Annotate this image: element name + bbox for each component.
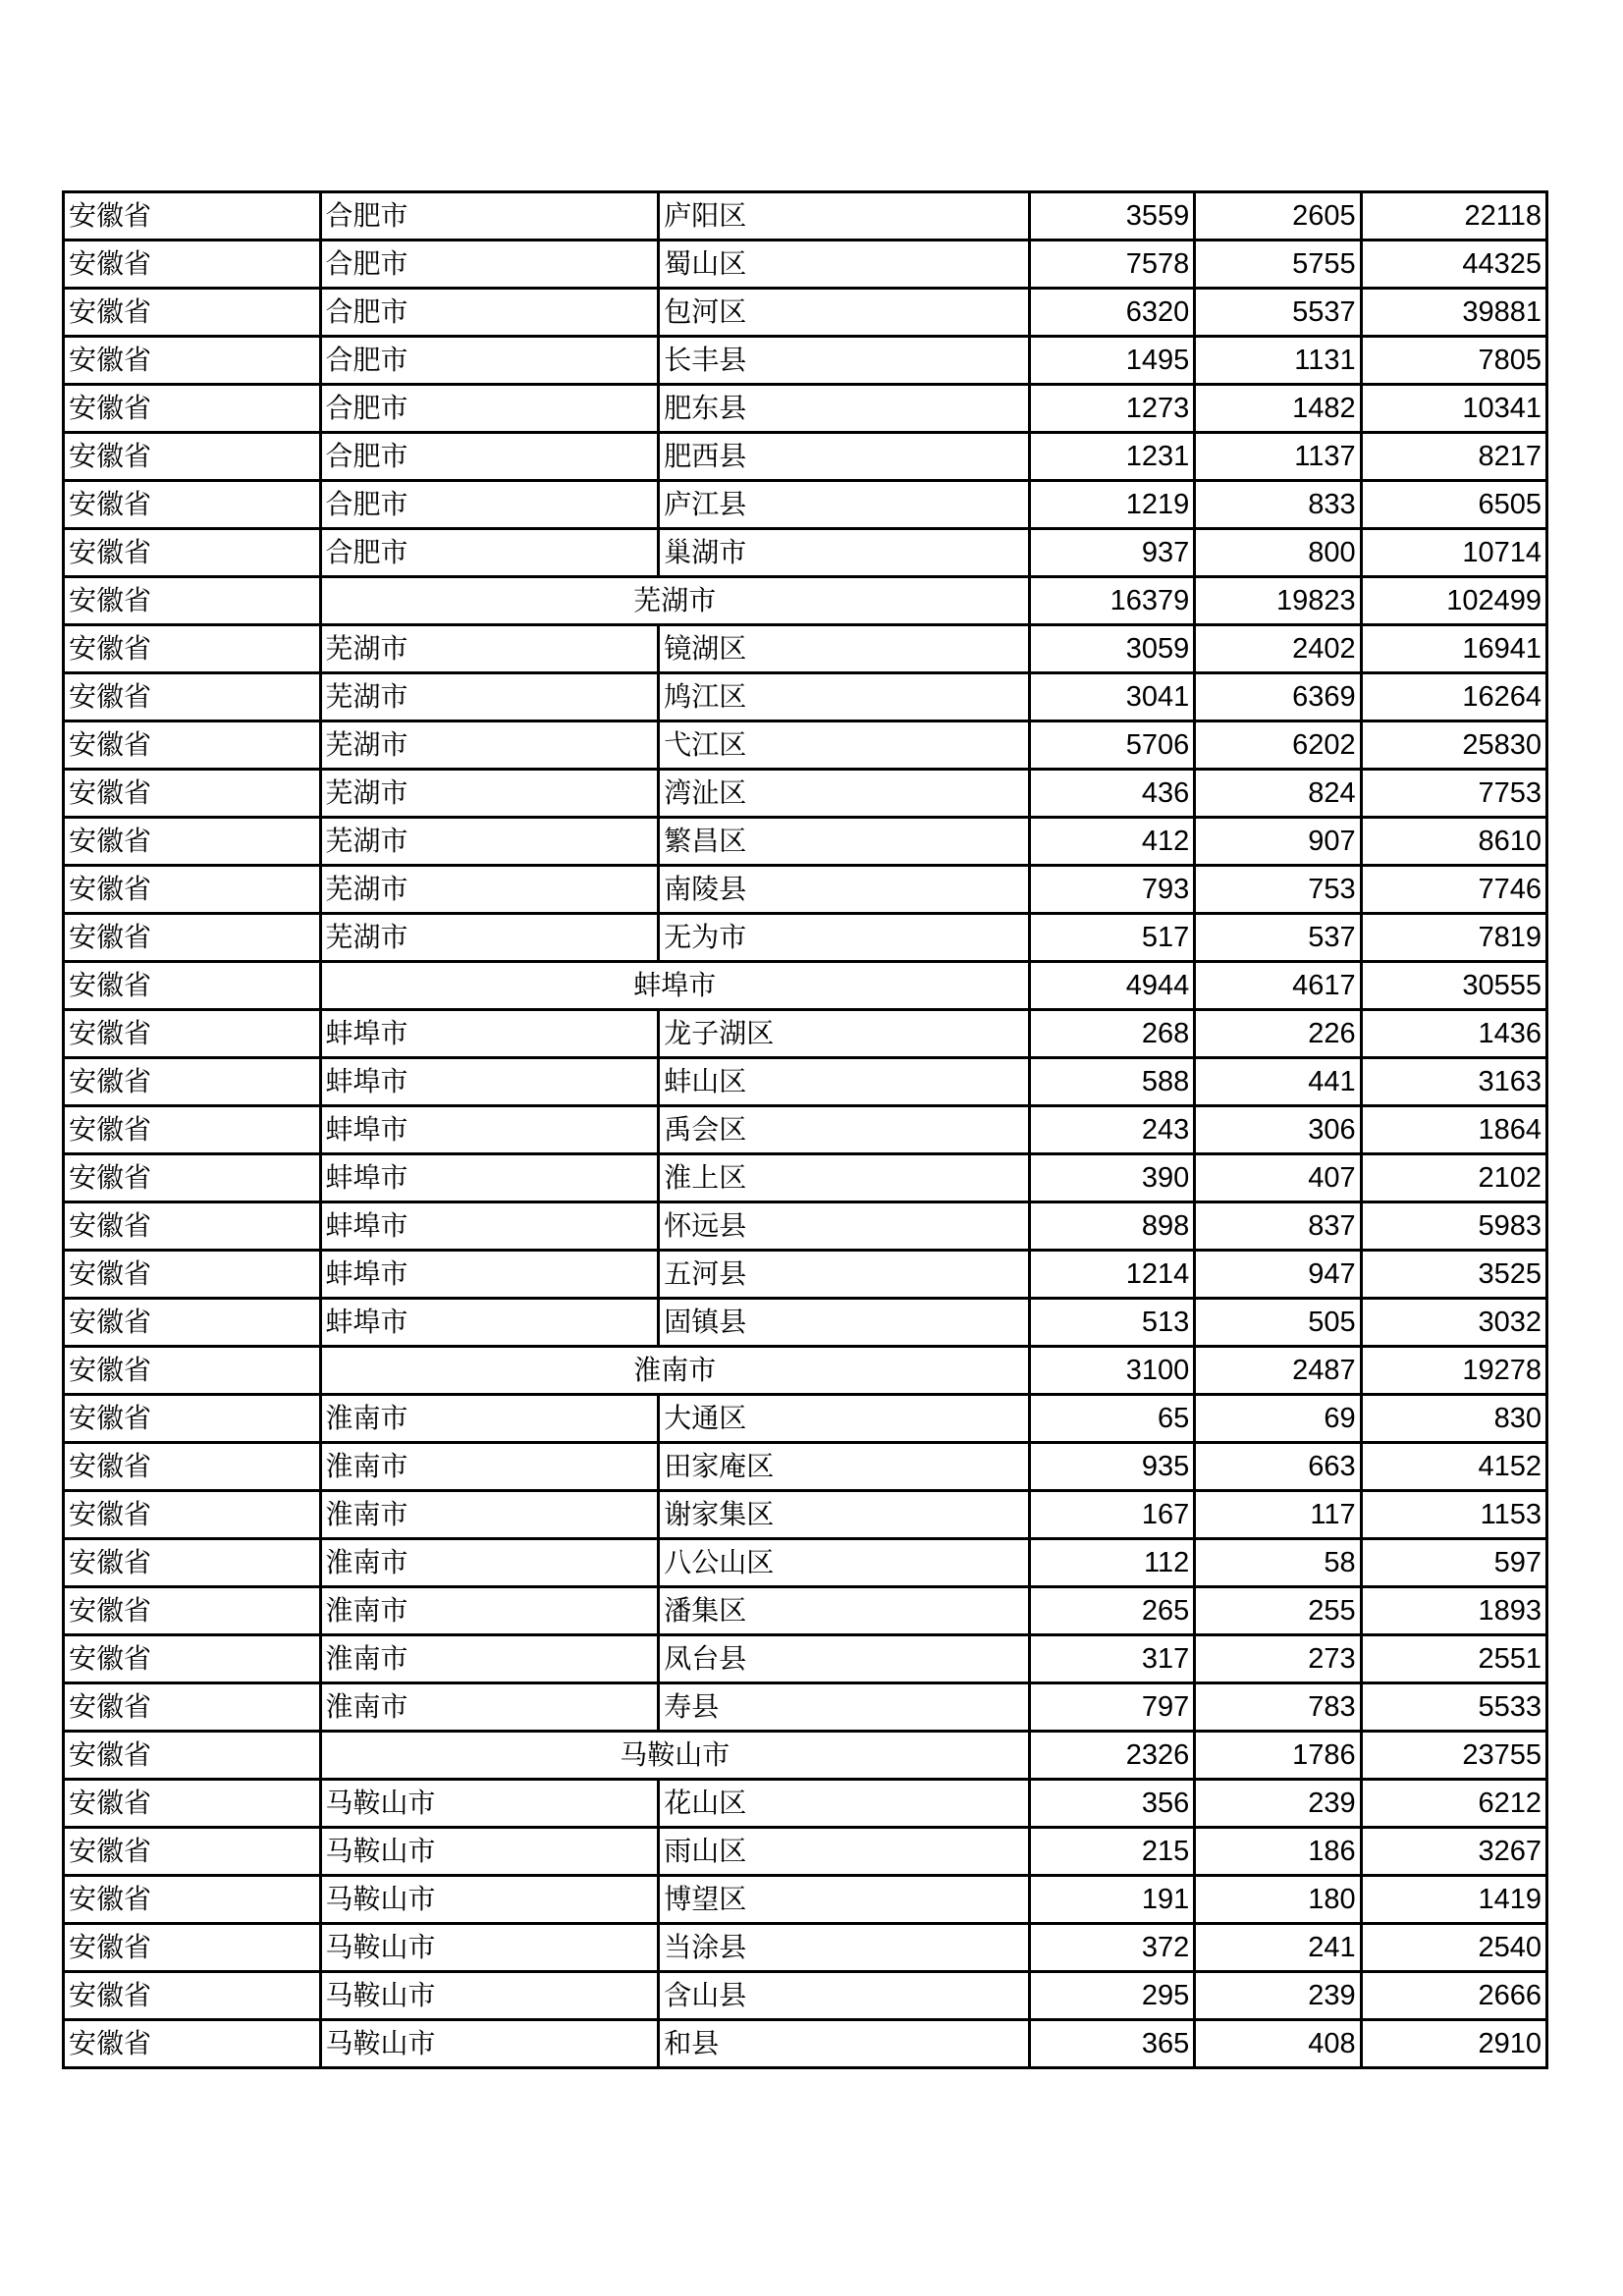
value-3-cell: 7753 xyxy=(1361,770,1546,818)
city-subtotal-cell: 蚌埠市 xyxy=(320,962,1029,1010)
value-1-cell: 356 xyxy=(1029,1780,1194,1828)
value-2-cell: 537 xyxy=(1195,914,1361,962)
value-3-cell: 19278 xyxy=(1361,1347,1546,1395)
value-1-cell: 1495 xyxy=(1029,337,1194,385)
value-2-cell: 6202 xyxy=(1195,721,1361,770)
city-cell: 蚌埠市 xyxy=(320,1299,659,1347)
province-cell: 安徽省 xyxy=(64,1828,321,1876)
county-cell: 庐阳区 xyxy=(659,192,1030,240)
value-1-cell: 215 xyxy=(1029,1828,1194,1876)
city-cell: 芜湖市 xyxy=(320,818,659,866)
county-cell: 蜀山区 xyxy=(659,240,1030,289)
table-row xyxy=(64,770,1547,818)
county-cell: 龙子湖区 xyxy=(659,1010,1030,1058)
value-2-cell: 824 xyxy=(1195,770,1361,818)
table-row xyxy=(64,2020,1547,2068)
province-cell: 安徽省 xyxy=(64,1780,321,1828)
county-cell: 大通区 xyxy=(659,1395,1030,1443)
value-1-cell: 1219 xyxy=(1029,481,1194,529)
county-cell: 花山区 xyxy=(659,1780,1030,1828)
province-cell: 安徽省 xyxy=(64,1202,321,1251)
value-1-cell: 436 xyxy=(1029,770,1194,818)
city-cell: 芜湖市 xyxy=(320,673,659,721)
value-2-cell: 117 xyxy=(1195,1491,1361,1539)
value-1-cell: 3059 xyxy=(1029,625,1194,673)
value-1-cell: 4944 xyxy=(1029,962,1194,1010)
table-row xyxy=(64,1539,1547,1587)
county-cell: 南陵县 xyxy=(659,866,1030,914)
county-cell: 潘集区 xyxy=(659,1587,1030,1635)
province-cell: 安徽省 xyxy=(64,866,321,914)
value-3-cell: 830 xyxy=(1361,1395,1546,1443)
county-cell: 鸠江区 xyxy=(659,673,1030,721)
city-cell: 蚌埠市 xyxy=(320,1154,659,1202)
county-cell: 蚌山区 xyxy=(659,1058,1030,1106)
county-cell: 巢湖市 xyxy=(659,529,1030,577)
province-cell: 安徽省 xyxy=(64,529,321,577)
city-cell: 蚌埠市 xyxy=(320,1058,659,1106)
value-1-cell: 16379 xyxy=(1029,577,1194,625)
value-2-cell: 69 xyxy=(1195,1395,1361,1443)
county-cell: 谢家集区 xyxy=(659,1491,1030,1539)
value-2-cell: 4617 xyxy=(1195,962,1361,1010)
value-2-cell: 2605 xyxy=(1195,192,1361,240)
county-cell: 八公山区 xyxy=(659,1539,1030,1587)
value-2-cell: 186 xyxy=(1195,1828,1361,1876)
value-1-cell: 412 xyxy=(1029,818,1194,866)
city-cell: 淮南市 xyxy=(320,1635,659,1683)
value-2-cell: 907 xyxy=(1195,818,1361,866)
table-row xyxy=(64,1443,1547,1491)
city-cell: 淮南市 xyxy=(320,1491,659,1539)
table-row xyxy=(64,1876,1547,1924)
city-cell: 合肥市 xyxy=(320,385,659,433)
value-3-cell: 1436 xyxy=(1361,1010,1546,1058)
province-cell: 安徽省 xyxy=(64,1491,321,1539)
table-row xyxy=(64,433,1547,481)
table-row xyxy=(64,1924,1547,1972)
table-row xyxy=(64,866,1547,914)
value-2-cell: 306 xyxy=(1195,1106,1361,1154)
table-row xyxy=(64,1106,1547,1154)
city-cell: 合肥市 xyxy=(320,481,659,529)
value-3-cell: 2540 xyxy=(1361,1924,1546,1972)
value-3-cell: 16264 xyxy=(1361,673,1546,721)
value-1-cell: 5706 xyxy=(1029,721,1194,770)
table-row xyxy=(64,1395,1547,1443)
value-3-cell: 6212 xyxy=(1361,1780,1546,1828)
province-cell: 安徽省 xyxy=(64,337,321,385)
county-cell: 包河区 xyxy=(659,289,1030,337)
province-cell: 安徽省 xyxy=(64,721,321,770)
value-1-cell: 6320 xyxy=(1029,289,1194,337)
province-cell: 安徽省 xyxy=(64,1106,321,1154)
value-2-cell: 833 xyxy=(1195,481,1361,529)
city-cell: 合肥市 xyxy=(320,192,659,240)
value-1-cell: 797 xyxy=(1029,1683,1194,1732)
value-1-cell: 517 xyxy=(1029,914,1194,962)
county-cell: 怀远县 xyxy=(659,1202,1030,1251)
value-2-cell: 5537 xyxy=(1195,289,1361,337)
table-row xyxy=(64,1780,1547,1828)
table-row xyxy=(64,1299,1547,1347)
data-table xyxy=(62,190,1548,2069)
table-row xyxy=(64,1154,1547,1202)
province-cell: 安徽省 xyxy=(64,433,321,481)
value-3-cell: 3032 xyxy=(1361,1299,1546,1347)
county-cell: 肥东县 xyxy=(659,385,1030,433)
value-3-cell: 1893 xyxy=(1361,1587,1546,1635)
value-3-cell: 2102 xyxy=(1361,1154,1546,1202)
value-1-cell: 793 xyxy=(1029,866,1194,914)
value-3-cell: 4152 xyxy=(1361,1443,1546,1491)
value-3-cell: 5533 xyxy=(1361,1683,1546,1732)
value-1-cell: 167 xyxy=(1029,1491,1194,1539)
value-3-cell: 8217 xyxy=(1361,433,1546,481)
province-cell: 安徽省 xyxy=(64,1058,321,1106)
county-cell: 庐江县 xyxy=(659,481,1030,529)
county-cell: 长丰县 xyxy=(659,337,1030,385)
table-row xyxy=(64,1635,1547,1683)
city-cell: 马鞍山市 xyxy=(320,2020,659,2068)
value-2-cell: 947 xyxy=(1195,1251,1361,1299)
value-1-cell: 1273 xyxy=(1029,385,1194,433)
value-2-cell: 239 xyxy=(1195,1972,1361,2020)
county-cell: 禹会区 xyxy=(659,1106,1030,1154)
value-2-cell: 239 xyxy=(1195,1780,1361,1828)
value-2-cell: 2487 xyxy=(1195,1347,1361,1395)
city-cell: 合肥市 xyxy=(320,529,659,577)
value-1-cell: 1214 xyxy=(1029,1251,1194,1299)
table-row xyxy=(64,721,1547,770)
table-row xyxy=(64,818,1547,866)
value-1-cell: 268 xyxy=(1029,1010,1194,1058)
county-cell: 寿县 xyxy=(659,1683,1030,1732)
province-cell: 安徽省 xyxy=(64,1395,321,1443)
value-3-cell: 2910 xyxy=(1361,2020,1546,2068)
value-2-cell: 783 xyxy=(1195,1683,1361,1732)
province-cell: 安徽省 xyxy=(64,914,321,962)
city-cell: 合肥市 xyxy=(320,289,659,337)
city-cell: 蚌埠市 xyxy=(320,1251,659,1299)
value-3-cell: 102499 xyxy=(1361,577,1546,625)
value-1-cell: 265 xyxy=(1029,1587,1194,1635)
value-2-cell: 5755 xyxy=(1195,240,1361,289)
city-cell: 芜湖市 xyxy=(320,866,659,914)
value-1-cell: 3559 xyxy=(1029,192,1194,240)
province-cell: 安徽省 xyxy=(64,673,321,721)
county-cell: 无为市 xyxy=(659,914,1030,962)
county-cell: 湾沚区 xyxy=(659,770,1030,818)
value-2-cell: 19823 xyxy=(1195,577,1361,625)
value-3-cell: 44325 xyxy=(1361,240,1546,289)
value-3-cell: 30555 xyxy=(1361,962,1546,1010)
value-1-cell: 7578 xyxy=(1029,240,1194,289)
subtotal-row xyxy=(64,1732,1547,1780)
city-cell: 蚌埠市 xyxy=(320,1010,659,1058)
county-cell: 肥西县 xyxy=(659,433,1030,481)
county-cell: 当涂县 xyxy=(659,1924,1030,1972)
value-3-cell: 25830 xyxy=(1361,721,1546,770)
county-cell: 含山县 xyxy=(659,1972,1030,2020)
province-cell: 安徽省 xyxy=(64,818,321,866)
province-cell: 安徽省 xyxy=(64,1299,321,1347)
table-row xyxy=(64,1058,1547,1106)
table-row xyxy=(64,385,1547,433)
value-3-cell: 3525 xyxy=(1361,1251,1546,1299)
value-1-cell: 295 xyxy=(1029,1972,1194,2020)
province-cell: 安徽省 xyxy=(64,1635,321,1683)
value-1-cell: 191 xyxy=(1029,1876,1194,1924)
province-cell: 安徽省 xyxy=(64,625,321,673)
value-3-cell: 3163 xyxy=(1361,1058,1546,1106)
value-1-cell: 3041 xyxy=(1029,673,1194,721)
province-cell: 安徽省 xyxy=(64,240,321,289)
city-subtotal-cell: 淮南市 xyxy=(320,1347,1029,1395)
table-row xyxy=(64,192,1547,240)
table-row xyxy=(64,1010,1547,1058)
table-row xyxy=(64,1587,1547,1635)
city-cell: 淮南市 xyxy=(320,1587,659,1635)
city-cell: 合肥市 xyxy=(320,433,659,481)
value-3-cell: 1864 xyxy=(1361,1106,1546,1154)
province-cell: 安徽省 xyxy=(64,1010,321,1058)
value-3-cell: 5983 xyxy=(1361,1202,1546,1251)
county-cell: 田家庵区 xyxy=(659,1443,1030,1491)
value-3-cell: 1153 xyxy=(1361,1491,1546,1539)
province-cell: 安徽省 xyxy=(64,385,321,433)
table-row xyxy=(64,289,1547,337)
province-cell: 安徽省 xyxy=(64,192,321,240)
value-2-cell: 1131 xyxy=(1195,337,1361,385)
value-1-cell: 935 xyxy=(1029,1443,1194,1491)
county-cell: 博望区 xyxy=(659,1876,1030,1924)
value-3-cell: 3267 xyxy=(1361,1828,1546,1876)
county-cell: 凤台县 xyxy=(659,1635,1030,1683)
city-cell: 芜湖市 xyxy=(320,721,659,770)
table-body xyxy=(64,192,1547,2068)
table-row xyxy=(64,1251,1547,1299)
province-cell: 安徽省 xyxy=(64,1972,321,2020)
table-row xyxy=(64,625,1547,673)
value-2-cell: 407 xyxy=(1195,1154,1361,1202)
city-cell: 淮南市 xyxy=(320,1443,659,1491)
value-2-cell: 441 xyxy=(1195,1058,1361,1106)
city-cell: 淮南市 xyxy=(320,1683,659,1732)
value-2-cell: 241 xyxy=(1195,1924,1361,1972)
value-2-cell: 505 xyxy=(1195,1299,1361,1347)
value-3-cell: 10714 xyxy=(1361,529,1546,577)
table-row xyxy=(64,337,1547,385)
city-cell: 淮南市 xyxy=(320,1395,659,1443)
value-1-cell: 372 xyxy=(1029,1924,1194,1972)
city-subtotal-cell: 马鞍山市 xyxy=(320,1732,1029,1780)
table-row xyxy=(64,481,1547,529)
county-cell: 淮上区 xyxy=(659,1154,1030,1202)
province-cell: 安徽省 xyxy=(64,2020,321,2068)
value-3-cell: 597 xyxy=(1361,1539,1546,1587)
subtotal-row xyxy=(64,962,1547,1010)
value-1-cell: 65 xyxy=(1029,1395,1194,1443)
value-3-cell: 6505 xyxy=(1361,481,1546,529)
table-row xyxy=(64,240,1547,289)
value-3-cell: 1419 xyxy=(1361,1876,1546,1924)
value-1-cell: 3100 xyxy=(1029,1347,1194,1395)
table-row xyxy=(64,914,1547,962)
value-3-cell: 22118 xyxy=(1361,192,1546,240)
county-cell: 镜湖区 xyxy=(659,625,1030,673)
value-3-cell: 8610 xyxy=(1361,818,1546,866)
county-cell: 雨山区 xyxy=(659,1828,1030,1876)
province-cell: 安徽省 xyxy=(64,1924,321,1972)
value-1-cell: 1231 xyxy=(1029,433,1194,481)
value-3-cell: 7819 xyxy=(1361,914,1546,962)
province-cell: 安徽省 xyxy=(64,770,321,818)
table-row xyxy=(64,1491,1547,1539)
province-cell: 安徽省 xyxy=(64,1443,321,1491)
city-cell: 淮南市 xyxy=(320,1539,659,1587)
province-cell: 安徽省 xyxy=(64,289,321,337)
value-2-cell: 837 xyxy=(1195,1202,1361,1251)
province-cell: 安徽省 xyxy=(64,962,321,1010)
province-cell: 安徽省 xyxy=(64,481,321,529)
city-cell: 蚌埠市 xyxy=(320,1202,659,1251)
value-3-cell: 7805 xyxy=(1361,337,1546,385)
county-cell: 繁昌区 xyxy=(659,818,1030,866)
city-subtotal-cell: 芜湖市 xyxy=(320,577,1029,625)
city-cell: 马鞍山市 xyxy=(320,1876,659,1924)
city-cell: 蚌埠市 xyxy=(320,1106,659,1154)
table-row xyxy=(64,673,1547,721)
value-1-cell: 317 xyxy=(1029,1635,1194,1683)
value-3-cell: 7746 xyxy=(1361,866,1546,914)
city-cell: 马鞍山市 xyxy=(320,1924,659,1972)
province-cell: 安徽省 xyxy=(64,1347,321,1395)
value-3-cell: 16941 xyxy=(1361,625,1546,673)
subtotal-row xyxy=(64,1347,1547,1395)
subtotal-row xyxy=(64,577,1547,625)
province-cell: 安徽省 xyxy=(64,577,321,625)
value-1-cell: 513 xyxy=(1029,1299,1194,1347)
table-row xyxy=(64,1972,1547,2020)
value-1-cell: 365 xyxy=(1029,2020,1194,2068)
value-2-cell: 800 xyxy=(1195,529,1361,577)
value-2-cell: 1482 xyxy=(1195,385,1361,433)
value-3-cell: 10341 xyxy=(1361,385,1546,433)
value-1-cell: 390 xyxy=(1029,1154,1194,1202)
province-cell: 安徽省 xyxy=(64,1251,321,1299)
value-2-cell: 58 xyxy=(1195,1539,1361,1587)
county-cell: 五河县 xyxy=(659,1251,1030,1299)
province-cell: 安徽省 xyxy=(64,1683,321,1732)
value-3-cell: 2551 xyxy=(1361,1635,1546,1683)
value-2-cell: 1786 xyxy=(1195,1732,1361,1780)
value-2-cell: 1137 xyxy=(1195,433,1361,481)
value-3-cell: 2666 xyxy=(1361,1972,1546,2020)
city-cell: 芜湖市 xyxy=(320,625,659,673)
value-2-cell: 273 xyxy=(1195,1635,1361,1683)
province-cell: 安徽省 xyxy=(64,1876,321,1924)
province-cell: 安徽省 xyxy=(64,1587,321,1635)
city-cell: 马鞍山市 xyxy=(320,1972,659,2020)
value-2-cell: 408 xyxy=(1195,2020,1361,2068)
province-cell: 安徽省 xyxy=(64,1539,321,1587)
county-cell: 固镇县 xyxy=(659,1299,1030,1347)
value-1-cell: 243 xyxy=(1029,1106,1194,1154)
value-2-cell: 226 xyxy=(1195,1010,1361,1058)
value-1-cell: 588 xyxy=(1029,1058,1194,1106)
value-1-cell: 937 xyxy=(1029,529,1194,577)
city-cell: 合肥市 xyxy=(320,337,659,385)
value-2-cell: 753 xyxy=(1195,866,1361,914)
city-cell: 芜湖市 xyxy=(320,770,659,818)
value-2-cell: 2402 xyxy=(1195,625,1361,673)
value-2-cell: 180 xyxy=(1195,1876,1361,1924)
city-cell: 马鞍山市 xyxy=(320,1828,659,1876)
value-2-cell: 6369 xyxy=(1195,673,1361,721)
table-row xyxy=(64,1202,1547,1251)
city-cell: 合肥市 xyxy=(320,240,659,289)
value-2-cell: 663 xyxy=(1195,1443,1361,1491)
province-cell: 安徽省 xyxy=(64,1154,321,1202)
county-cell: 和县 xyxy=(659,2020,1030,2068)
value-3-cell: 23755 xyxy=(1361,1732,1546,1780)
value-3-cell: 39881 xyxy=(1361,289,1546,337)
city-cell: 马鞍山市 xyxy=(320,1780,659,1828)
county-cell: 弋江区 xyxy=(659,721,1030,770)
table-row xyxy=(64,1683,1547,1732)
value-1-cell: 112 xyxy=(1029,1539,1194,1587)
table-row xyxy=(64,529,1547,577)
value-2-cell: 255 xyxy=(1195,1587,1361,1635)
table-row xyxy=(64,1828,1547,1876)
province-cell: 安徽省 xyxy=(64,1732,321,1780)
value-1-cell: 2326 xyxy=(1029,1732,1194,1780)
city-cell: 芜湖市 xyxy=(320,914,659,962)
value-1-cell: 898 xyxy=(1029,1202,1194,1251)
